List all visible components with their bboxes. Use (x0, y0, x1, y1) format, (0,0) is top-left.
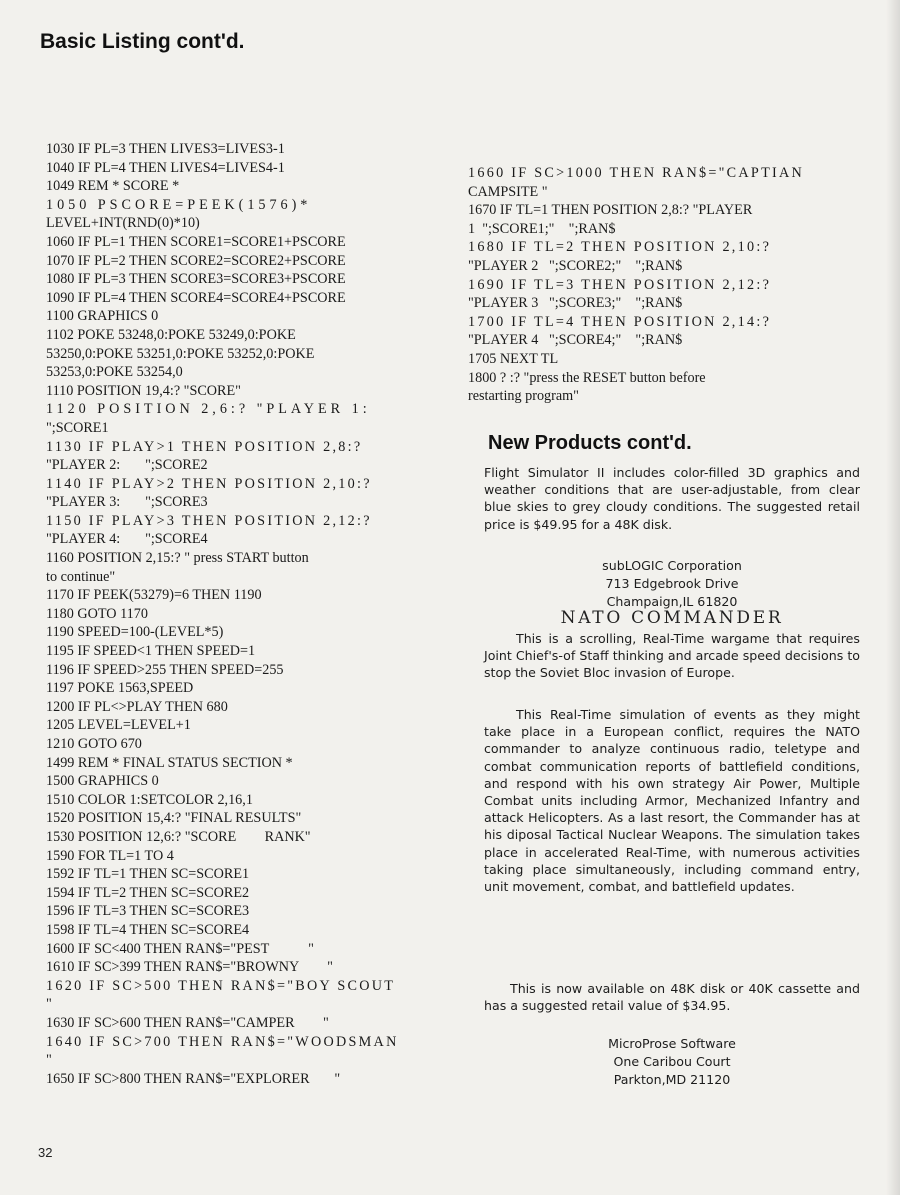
code-line: to continue" (46, 568, 116, 585)
code-line: 1705 NEXT TL (468, 350, 559, 367)
code-line: "PLAYER 2: ";SCORE2 (46, 457, 208, 474)
code-line: 1049 REM * SCORE * (46, 178, 180, 195)
code-line: 1200 IF PL<>PLAY THEN 680 (46, 698, 228, 715)
nato-paragraph-3: This is now available on 48K disk or 40K cassette and has a suggested retail value of $34.95. (484, 981, 860, 1014)
code-line: 1510 COLOR 1:SETCOLOR 2,16,1 (46, 791, 253, 808)
code-line: 53253,0:POKE 53254,0 (46, 364, 183, 381)
address-line: Champaign,IL 61820 (606, 593, 738, 609)
address-line: subLOGIC Corporation (602, 558, 742, 573)
code-line: 1205 LEVEL=LEVEL+1 (46, 717, 191, 734)
basic-listing-right-column (468, 164, 860, 406)
code-line: 1499 REM * FINAL STATUS SECTION * (46, 754, 293, 771)
code-line: 1700 IF TL=4 THEN POSITION 2,14:? (468, 313, 772, 330)
code-line: " (46, 996, 52, 1013)
code-line: 1180 GOTO 1170 (46, 605, 148, 622)
code-line: 1210 GOTO 670 (46, 736, 142, 752)
code-line: 1196 IF SPEED>255 THEN SPEED=255 (46, 661, 284, 678)
code-line: 1650 IF SC>800 THEN RAN$="EXPLORER " (46, 1070, 341, 1087)
code-line: 1030 IF PL=3 THEN LIVES3=LIVES3-1 (46, 141, 285, 157)
code-line: " (46, 1052, 52, 1069)
page-number: 32 (38, 1145, 53, 1160)
code-line: 1660 IF SC>1000 THEN RAN$="CAPTIAN (468, 165, 805, 181)
flight-simulator-paragraph: Flight Simulator II includes color-filled 3D graphics and weather conditions that are user-adjustable, from clear blue skies to grey cloudy conditions. The suggested retail price is $49.95 for a 48K disk. (484, 465, 860, 532)
code-line: 1040 IF PL=4 THEN LIVES4=LIVES4-1 (46, 159, 285, 176)
code-line: 1100 GRAPHICS 0 (46, 308, 159, 325)
page-edge-shadow (886, 0, 900, 1195)
code-line: 1195 IF SPEED<1 THEN SPEED=1 (46, 643, 256, 660)
code-line: 1592 IF TL=1 THEN SC=SCORE1 (46, 866, 250, 883)
code-line: 1530 POSITION 12,6:? "SCORE RANK" (46, 828, 311, 845)
code-line: 1670 IF TL=1 THEN POSITION 2,8:? "PLAYER (468, 202, 753, 219)
code-line: 1120 POSITION 2,6:? "PLAYER 1: (46, 401, 371, 418)
code-line: 1110 POSITION 19,4:? "SCORE" (46, 382, 241, 399)
nato-paragraph-1: This is a scrolling, Real-Time wargame that requires Joint Chief's-of Staff thinking and arcade speed decisions to stop the Soviet Bloc invasion of Europe. (484, 631, 860, 681)
code-line: "PLAYER 2 ";SCORE2;" ";RAN$ (468, 257, 683, 274)
code-line: "PLAYER 3 ";SCORE3;" ";RAN$ (468, 295, 683, 312)
address-line: One Caribou Court (613, 1053, 731, 1069)
nato-commander-title: NATO COMMANDER (560, 608, 784, 628)
code-line: 1800 ? :? "press the RESET button before (468, 369, 706, 386)
code-line: 1598 IF TL=4 THEN SC=SCORE4 (46, 921, 250, 938)
code-line: 1680 IF TL=2 THEN POSITION 2,10:? (468, 239, 772, 256)
code-line: 1102 POKE 53248,0:POKE 53249,0:POKE (46, 326, 296, 343)
microprose-address (484, 1035, 860, 1088)
code-line: "PLAYER 3: ";SCORE3 (46, 494, 208, 511)
address-line: 713 Edgebrook Drive (605, 575, 739, 591)
code-line: 1620 IF SC>500 THEN RAN$="BOY SCOUT (46, 977, 396, 994)
code-line: 1070 IF PL=2 THEN SCORE2=SCORE2+PSCORE (46, 252, 346, 269)
code-line: 53250,0:POKE 53251,0:POKE 53252,0:POKE (46, 345, 315, 362)
code-line: "PLAYER 4 ";SCORE4;" ";RAN$ (468, 332, 683, 349)
code-line: 1596 IF TL=3 THEN SC=SCORE3 (46, 903, 250, 920)
code-line: 1140 IF PLAY>2 THEN POSITION 2,10:? (46, 475, 372, 492)
code-line: 1170 IF PEEK(53279)=6 THEN 1190 (46, 587, 262, 604)
code-line: 1520 POSITION 15,4:? "FINAL RESULTS" (46, 810, 302, 827)
new-products-heading: New Products cont'd. (488, 432, 692, 454)
code-line: LEVEL+INT(RND(0)*10) (46, 215, 200, 232)
code-line: 1150 IF PLAY>3 THEN POSITION 2,12:? (46, 512, 372, 529)
code-line: 1590 FOR TL=1 TO 4 (46, 847, 174, 864)
code-line: 1197 POKE 1563,SPEED (46, 680, 194, 697)
code-line: 1600 IF SC<400 THEN RAN$="PEST " (46, 940, 314, 957)
address-line: MicroProse Software (608, 1036, 736, 1051)
code-line: 1190 SPEED=100-(LEVEL*5) (46, 624, 224, 641)
code-line: 1050 PSCORE=PEEK(1576)* (46, 196, 312, 213)
address-line: Parkton,MD 21120 (613, 1071, 731, 1087)
code-line: 1 ";SCORE1;" ";RAN$ (468, 220, 616, 237)
code-line: 1610 IF SC>399 THEN RAN$="BROWNY " (46, 959, 333, 976)
code-line: 1500 GRAPHICS 0 (46, 773, 159, 790)
code-line: restarting program" (468, 388, 579, 405)
basic-listing-left-column (46, 140, 436, 1088)
code-line: 1090 IF PL=4 THEN SCORE4=SCORE4+PSCORE (46, 289, 346, 306)
sublogic-address (484, 557, 860, 610)
code-line: 1060 IF PL=1 THEN SCORE1=SCORE1+PSCORE (46, 233, 346, 250)
code-line: 1690 IF TL=3 THEN POSITION 2,12:? (468, 276, 772, 293)
code-line: "PLAYER 4: ";SCORE4 (46, 531, 208, 548)
code-line: 1640 IF SC>700 THEN RAN$="WOODSMAN (46, 1033, 399, 1050)
code-line: 1160 POSITION 2,15:? " press START button (46, 550, 309, 567)
code-line: 1080 IF PL=3 THEN SCORE3=SCORE3+PSCORE (46, 271, 346, 288)
code-line: 1594 IF TL=2 THEN SC=SCORE2 (46, 884, 250, 901)
code-line: ";SCORE1 (46, 419, 109, 436)
page-header: Basic Listing cont'd. (40, 30, 245, 53)
code-line: 1130 IF PLAY>1 THEN POSITION 2,8:? (46, 438, 363, 455)
nato-paragraph-2: This Real-Time simulation of events as they might take place in a European conflict, requires the NATO commander to analyze continuous radio, teletype and combat communication reports of battlefield conditions, and respond with his own strategy Air Power, Multiple Combat units including Armor, Mechanized Infantry and attack Helicopters. As a last resort, the Commander has at his diposal Tactical Nuclear Weapons. The simulation takes place in accelerated Real-Time, with numerous activities taking place simultaneously, including command entry, unit movement, combat, and battlefield updates. (484, 707, 860, 895)
code-line: 1630 IF SC>600 THEN RAN$="CAMPER " (46, 1014, 329, 1031)
code-line: CAMPSITE " (468, 183, 548, 200)
